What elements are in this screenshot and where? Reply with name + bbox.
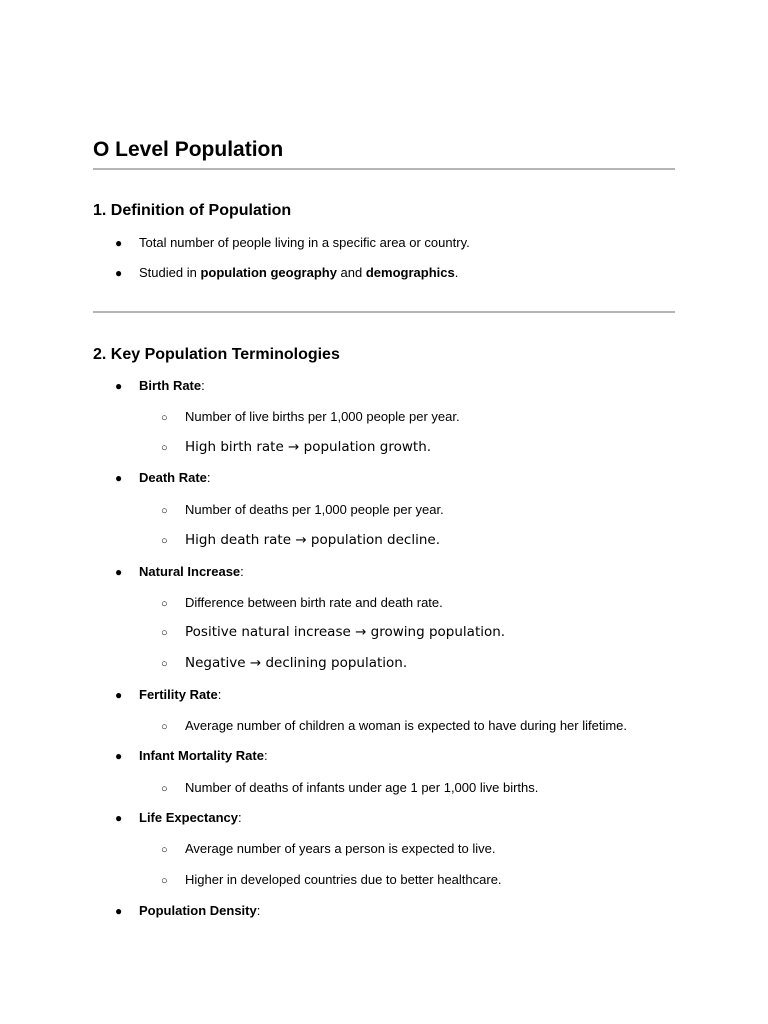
term-colon: : <box>263 748 268 763</box>
circle-bullet-icon: ○ <box>161 783 168 795</box>
sub-item <box>161 439 431 456</box>
term-colon: : <box>238 810 242 825</box>
sub-item <box>161 872 502 889</box>
sub-item <box>161 502 444 519</box>
sub-item <box>161 595 443 612</box>
term-colon: : <box>201 378 205 393</box>
term-label: Infant Mortality Rate <box>139 748 264 763</box>
term-label: Life Expectancy <box>139 810 238 825</box>
circle-bullet-icon: ○ <box>161 505 168 517</box>
document-title: O Level Population <box>93 138 284 161</box>
term-item-life-expectancy <box>115 810 242 826</box>
term-colon: : <box>217 687 222 702</box>
term-label: Birth Rate <box>139 378 202 393</box>
term-item-natural-increase <box>115 564 244 580</box>
list-item-text-suffix: . <box>454 265 459 280</box>
term-item-infant-mortality-rate <box>115 748 268 764</box>
circle-bullet-icon: ○ <box>161 598 168 610</box>
sub-item <box>161 718 627 735</box>
term-colon: : <box>206 470 211 485</box>
bold-term-population-geography: population geography <box>200 265 337 280</box>
sub-item-text: Difference between birth rate and death rate. <box>185 595 443 610</box>
title-divider <box>93 168 675 170</box>
term-colon: : <box>256 903 261 918</box>
term-label: Fertility Rate <box>139 687 218 702</box>
bullet-icon: ● <box>115 688 123 702</box>
sub-item-text: Number of deaths per 1,000 people per year. <box>185 502 444 517</box>
term-label: Population Density <box>139 903 257 918</box>
sub-item-text: High death rate → population decline. <box>185 532 441 548</box>
list-item <box>115 235 470 251</box>
term-label: Death Rate <box>139 470 207 485</box>
bold-term-demographics: demographics <box>365 265 455 280</box>
sub-item <box>161 780 538 797</box>
term-item-death-rate <box>115 470 211 486</box>
circle-bullet-icon: ○ <box>161 658 168 670</box>
section-heading-terminologies: 2. Key Population Terminologies <box>93 346 340 363</box>
term-item-birth-rate <box>115 378 205 394</box>
sub-item-text: High birth rate → population growth. <box>185 439 432 455</box>
circle-bullet-icon: ○ <box>161 535 168 547</box>
bullet-icon: ● <box>115 379 123 393</box>
section-divider <box>93 311 675 313</box>
bullet-icon: ● <box>115 236 123 250</box>
list-item-text: Total number of people living in a specific area or country. <box>139 235 470 250</box>
term-item-fertility-rate <box>115 687 221 703</box>
sub-item-text: Average number of children a woman is expected to have during her lifetime. <box>185 718 628 733</box>
sub-item-text: Number of live births per 1,000 people per year. <box>185 409 460 424</box>
bullet-icon: ● <box>115 471 123 485</box>
list-item-text-prefix: Studied in <box>139 265 201 280</box>
circle-bullet-icon: ○ <box>161 442 168 454</box>
section-heading-definition: 1. Definition of Population <box>93 202 292 219</box>
circle-bullet-icon: ○ <box>161 627 168 639</box>
term-colon: : <box>240 564 244 579</box>
bullet-icon: ● <box>115 904 123 918</box>
list-item-text-middle: and <box>336 265 366 280</box>
circle-bullet-icon: ○ <box>161 844 168 856</box>
sub-item <box>161 655 407 672</box>
circle-bullet-icon: ○ <box>161 721 168 733</box>
sub-item-text: Negative → declining population. <box>185 655 408 671</box>
circle-bullet-icon: ○ <box>161 412 168 424</box>
bullet-icon: ● <box>115 811 123 825</box>
bullet-icon: ● <box>115 565 123 579</box>
sub-item <box>161 409 460 426</box>
sub-item <box>161 841 496 858</box>
sub-item-text: Average number of years a person is expected to live. <box>185 841 496 856</box>
sub-item-text: Higher in developed countries due to better healthcare. <box>185 872 502 887</box>
sub-item-text: Positive natural increase → growing population. <box>185 624 506 640</box>
sub-item <box>161 532 440 549</box>
list-item <box>115 265 458 281</box>
bullet-icon: ● <box>115 266 123 280</box>
term-item-population-density <box>115 903 260 919</box>
bullet-icon: ● <box>115 749 123 763</box>
sub-item-text: Number of deaths of infants under age 1 per 1,000 live births. <box>185 780 539 795</box>
sub-item <box>161 624 505 641</box>
term-label: Natural Increase <box>139 564 241 579</box>
circle-bullet-icon: ○ <box>161 875 168 887</box>
